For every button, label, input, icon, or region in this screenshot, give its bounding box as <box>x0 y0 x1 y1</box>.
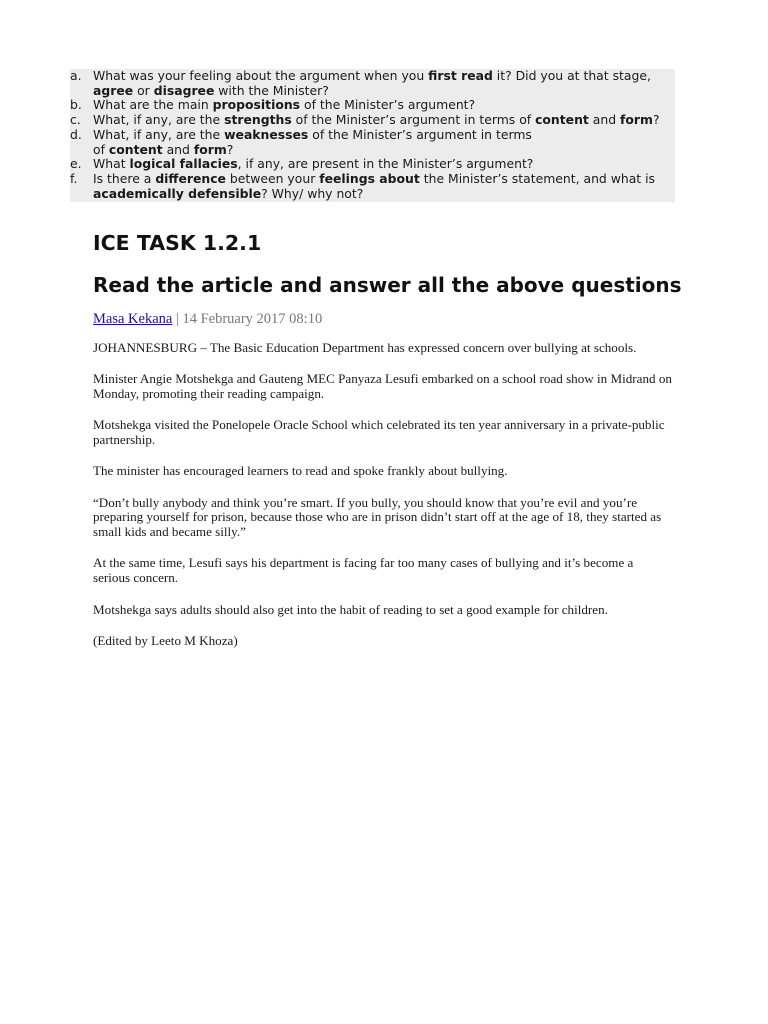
question-text <box>93 128 675 157</box>
question-emphasis: logical fallacies <box>129 156 238 172</box>
question-item <box>70 113 675 128</box>
question-text <box>93 98 675 113</box>
question-fragment: , if any, are present in the Minister’s argument? <box>237 156 534 172</box>
question-fragment: or <box>133 82 154 98</box>
byline-separator: | <box>172 311 183 327</box>
question-emphasis: propositions <box>212 97 301 113</box>
question-fragment: and <box>162 141 194 157</box>
question-fragment: ? Why/ why not? <box>261 185 364 201</box>
question-fragment: What <box>93 156 130 172</box>
article-paragraph: (Edited by Leeto M Khoza) <box>93 632 238 648</box>
article-paragraph: “Don’t bully anybody and think you’re smart. If you bully, you should know that you’re evil and you’re preparing yourself for prison, because those who are in prison didn’t start off at the age of 18, they started as small kids and became silly.” <box>93 494 662 540</box>
question-fragment: ? <box>652 112 660 128</box>
question-fragment: with the Minister? <box>214 82 329 98</box>
question-item <box>70 69 675 98</box>
question-fragment: and <box>588 112 621 128</box>
article-paragraph: Motshekga says adults should also get into the habit of reading to set a good example for children. <box>93 601 608 617</box>
question-item <box>70 128 675 157</box>
question-letter: e. <box>70 156 82 172</box>
question-letter: a. <box>70 68 82 83</box>
question-emphasis: disagree <box>153 82 215 98</box>
article-body <box>93 341 673 649</box>
question-emphasis: strengths <box>224 112 292 128</box>
question-fragment: What, if any, are the <box>93 112 225 128</box>
question-emphasis: academically defensible <box>93 185 262 201</box>
question-emphasis: weaknesses <box>224 126 309 142</box>
question-letter: d. <box>70 126 82 142</box>
question-fragment: of <box>93 141 109 157</box>
article-paragraph: JOHANNESBURG – The Basic Education Department has expressed concern over bullying at schools. <box>93 339 637 355</box>
question-fragment: of the Minister’s argument in terms of <box>291 112 536 128</box>
question-fragment: between your <box>225 170 320 186</box>
article-paragraph: The minister has encouraged learners to read and spoke frankly about bullying. <box>93 463 508 479</box>
question-fragment: the Minister’s statement, and what is <box>419 170 655 186</box>
question-fragment: it? Did you at that stage, <box>492 68 651 83</box>
question-fragment: ? <box>226 141 234 157</box>
question-text <box>93 157 675 172</box>
question-item <box>70 98 675 113</box>
article-date: 14 February 2017 08:10 <box>182 311 323 327</box>
question-letter: f. <box>70 170 78 186</box>
question-fragment: Is there a <box>93 170 156 186</box>
instruction-heading: Read the article and answer all the above questions <box>93 273 682 297</box>
question-emphasis: form <box>620 112 653 128</box>
question-letter: b. <box>70 97 82 113</box>
byline <box>93 312 673 327</box>
question-fragment: What are the main <box>93 97 213 113</box>
question-item <box>70 172 675 201</box>
question-fragment: What was your feeling about the argument when you <box>93 68 429 83</box>
article-paragraph: Minister Angie Motshekga and Gauteng MEC Panyaza Lesufi embarked on a school road show in Midrand on Monday, promoting their reading campaign. <box>93 371 672 401</box>
question-emphasis: form <box>193 141 227 157</box>
question-letter: c. <box>70 112 81 128</box>
question-emphasis: content <box>535 112 589 128</box>
task-heading: ICE TASK 1.2.1 <box>93 231 262 255</box>
question-fragment: What, if any, are the <box>93 126 225 142</box>
question-emphasis: feelings about <box>319 170 420 186</box>
article-paragraph: Motshekga visited the Ponelopele Oracle School which celebrated its ten year anniversary in a private-public partnership. <box>93 417 665 447</box>
question-fragment: of the Minister’s argument? <box>300 97 476 113</box>
question-emphasis: content <box>108 141 163 157</box>
question-fragment: of the Minister’s argument in terms <box>308 126 532 142</box>
question-text <box>93 69 675 98</box>
question-emphasis: first read <box>428 68 493 83</box>
question-item <box>70 157 675 172</box>
question-text <box>93 113 675 128</box>
question-list <box>70 69 675 202</box>
article <box>93 312 673 665</box>
author-link[interactable]: Masa Kekana <box>93 311 173 327</box>
question-emphasis: difference <box>155 170 226 186</box>
question-text <box>93 172 675 201</box>
article-paragraph: At the same time, Lesufi says his department is facing far too many cases of bullying and it’s become a serious concern. <box>93 555 634 586</box>
question-emphasis: agree <box>93 82 134 98</box>
